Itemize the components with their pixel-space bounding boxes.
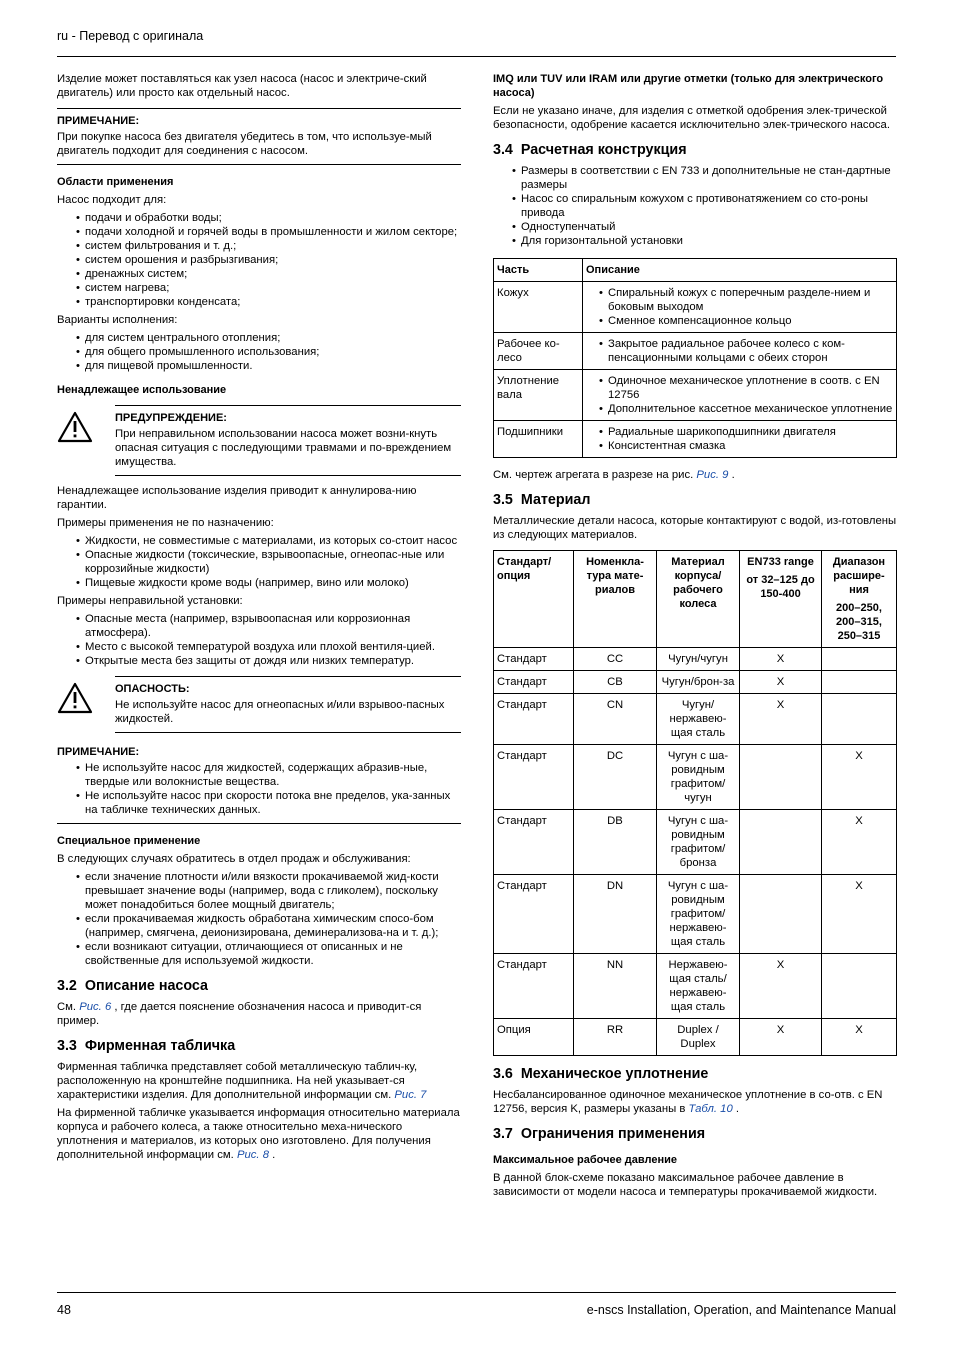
variants-list — [57, 331, 461, 373]
section-3-3-text-1: Фирменная табличка представляет собой металлическую таблич-ку, расположенную на кронштейне подшипника. На ней указывает-ся характеристики изделия. Для дополнительной информации см. Рис. 7 — [57, 1061, 427, 1101]
note-box-2 — [57, 741, 461, 824]
note-list — [57, 761, 461, 817]
figure-9-link[interactable]: Рис. 9 — [696, 469, 729, 481]
list-item: • Не используйте насос для жидкостей, содержащих абразив-ные, твердые или волокнистые вещества. — [85, 761, 461, 789]
list-item: • Место с высокой температурой воздуха или плохой вентиля-цией. — [85, 640, 461, 654]
table-row: Стандарт DB Чугун с ша-ровидным графитом/ бронза X — [494, 810, 897, 875]
list-item: • Насос со спиральным кожухом с противонатяжением со сто-роны привода — [521, 192, 897, 220]
misuse-examples-list — [57, 534, 461, 590]
warning-title: ПРЕДУПРЕЖДЕНИЕ: — [115, 412, 227, 424]
applications-heading: Области применения — [57, 176, 174, 188]
table-row: Стандарт DC Чугун с ша-ровидным графитом/ чугун X — [494, 745, 897, 810]
list-item: • систем фильтрования и т. д.; — [85, 239, 461, 253]
materials-table — [493, 550, 897, 1056]
list-item: • Одноступенчатый — [521, 220, 897, 234]
manual-title: e-nscs Installation, Operation, and Maintenance Manual — [586, 1303, 896, 1317]
section-3-3-text-2: На фирменной табличке указывается информация относительно материала корпуса и рабочего колеса, а также относительно меха-нического уплотнения и материалов, из которых оно изготовлено. Для получения дополнительной информации см. Рис. 8 . — [57, 1107, 460, 1161]
list-item: • подачи холодной и горячей воды в промышленности и жилом секторе; — [85, 225, 461, 239]
variants-intro: Варианты исполнения: — [57, 314, 178, 326]
list-item: • Опасные места (например, взрывоопасная или коррозионная атмосфера). — [85, 612, 461, 640]
list-item: • для систем центрального отопления; — [85, 331, 461, 345]
list-item: • систем нагрева; — [85, 281, 461, 295]
table-row: Стандарт CN Чугун/ нержавею-щая сталь X — [494, 694, 897, 745]
list-item: • транспортировки конденсата; — [85, 295, 461, 309]
note-text: При покупке насоса без двигателя убедитесь в том, что используе-мый двигатель подходит для соединения с насосом. — [57, 131, 432, 157]
table-row: Подшипники • Радиальные шарикоподшипники двигателя • Консистентная смазка — [494, 421, 897, 458]
special-list — [57, 870, 461, 968]
special-heading: Специальное применение — [57, 835, 201, 847]
table-header: Стандарт/ опция — [494, 551, 574, 648]
table-row: Стандарт NN Нержавею-щая сталь/ нержавею-щая сталь X — [494, 954, 897, 1019]
list-item: • Не используйте насос при скорости потока вне пределов, ука-занных на табличке технических данных. — [85, 789, 461, 817]
note-box — [57, 108, 461, 165]
list-item: • Открытые места без защиты от дождя или низких температур. — [85, 654, 461, 668]
section-3-5-text: Металлические детали насоса, которые контактируют с водой, из-готовлены из следующих материалов. — [493, 515, 897, 541]
warning-box — [57, 405, 461, 476]
section-3-6-text: Несбалансированное одиночное механическое уплотнение в со-отв. с EN 12756, версия K, размеры указаны в Табл. 10 . — [493, 1089, 883, 1115]
header-rule — [57, 56, 896, 57]
special-intro: В следующих случаях обратитесь в отдел продаж и обслуживания: — [57, 853, 411, 865]
table-header: Номенкла-тура мате-риалов — [574, 551, 657, 648]
misuse-examples-intro: Примеры применения не по назначению: — [57, 517, 274, 529]
list-item: • Пищевые жидкости кроме воды (например, вино или молоко) — [85, 576, 461, 590]
list-item: • подачи и обработки воды; — [85, 211, 461, 225]
page-number: 48 — [57, 1303, 71, 1317]
list-item: • для общего промышленного использования; — [85, 345, 461, 359]
section-3-3-heading: 3.3 Фирменная табличка — [57, 1038, 236, 1054]
danger-triangle-icon — [57, 676, 115, 733]
table-header: Диапазон расшире-ния 200–250, 200–315, 250–315 — [822, 551, 897, 648]
page-header: ru - Перевод с оригинала — [57, 29, 204, 43]
table-row: Рабочее ко-лесо • Закрытое радиальное рабочее колесо с ком-пенсационными кольцами с обеих сторон — [494, 333, 897, 370]
section-3-4-heading: 3.4 Расчетная конструкция — [493, 142, 687, 158]
section-3-2-text: См. Рис. 6 , где дается пояснение обозначения насоса и приводит-ся пример. — [57, 1001, 422, 1027]
design-table — [493, 258, 897, 458]
figure-7-link[interactable]: Рис. 7 — [394, 1089, 427, 1101]
figure-6-link[interactable]: Рис. 6 — [79, 1001, 112, 1013]
misuse-text: Ненадлежащее использование изделия приводит к аннулирова-нию гарантии. — [57, 485, 417, 511]
list-item: • дренажных систем; — [85, 267, 461, 281]
table-header: Описание — [583, 259, 897, 282]
table-row: Стандарт CB Чугун/брон-за X — [494, 671, 897, 694]
section-3-5-heading: 3.5 Материал — [493, 492, 591, 508]
table-row: Кожух • Спиральный кожух с поперечным разделе-нием и боковым выходом • Сменное компенсационное кольцо — [494, 282, 897, 333]
list-item: • Опасные жидкости (токсические, взрывоопасные, огнеопас-ные или коррозийные жидкости) — [85, 548, 461, 576]
section-3-2-heading: 3.2 Описание насоса — [57, 978, 208, 994]
table-row: Уплотнение вала • Одиночное механическое уплотнение в соотв. с EN 12756 • Дополнительное кассетное механическое уплотнение — [494, 370, 897, 421]
warning-triangle-icon — [57, 405, 115, 476]
warning-text: При неправильном использовании насоса может возни-кнуть опасная ситуация с последующими травмами и по-вреждением имущества. — [115, 428, 452, 468]
list-item: • если прокачиваемая жидкость обработана химическим спосо-бом (например, смягчена, деионизирована, деминерализова-на и т. д.); — [85, 912, 461, 940]
imq-text: Если не указано иначе, для изделия с отметкой одобрения элек-трической безопасности, одобрение касается исключительно элек-трического насоса. — [493, 105, 890, 131]
note-title: ПРИМЕЧАНИЕ: — [57, 746, 140, 758]
applications-intro: Насос подходит для: — [57, 194, 167, 206]
section-3-7-text: В данной блок-схеме показано максимальное рабочее давление в зависимости от модели насоса и температуры прокачиваемой жидкости. — [493, 1172, 878, 1198]
list-item: • если возникают ситуации, отличающиеся от описанных и не свойственные для используемой жидкости. — [85, 940, 461, 968]
section-3-7-heading: 3.7 Ограничения применения — [493, 1126, 706, 1142]
list-item: • Для горизонтальной установки — [521, 234, 897, 248]
list-item: • для пищевой промышленности. — [85, 359, 461, 373]
applications-list — [57, 211, 461, 309]
table-row: Стандарт CC Чугун/чугун X — [494, 648, 897, 671]
section-3-4-after: См. чертеж агрегата в разрезе на рис. Рис. 9 . — [493, 469, 735, 481]
table-header: Часть — [494, 259, 583, 282]
table-row: Стандарт DN Чугун с ша-ровидным графитом/ нержавею-щая сталь X — [494, 875, 897, 954]
footer-rule — [57, 1292, 896, 1293]
left-column — [57, 72, 461, 1166]
note-title: ПРИМЕЧАНИЕ: — [57, 115, 140, 127]
danger-box — [57, 676, 461, 733]
install-list — [57, 612, 461, 668]
design-list — [493, 164, 897, 248]
list-item: • Размеры в соответствии с EN 733 и дополнительные не стан-дартные размеры — [521, 164, 897, 192]
section-3-6-heading: 3.6 Механическое уплотнение — [493, 1066, 709, 1082]
danger-title: ОПАСНОСТЬ: — [115, 683, 190, 695]
list-item: • Жидкости, не совместимые с материалами, из которых со-стоит насос — [85, 534, 461, 548]
table-row: Опция RR Duplex / Duplex X X — [494, 1019, 897, 1056]
figure-8-link[interactable]: Рис. 8 — [236, 1149, 269, 1161]
table-header: EN733 range от 32–125 до 150-400 — [740, 551, 822, 648]
list-item: • систем орошения и разбрызгивания; — [85, 253, 461, 267]
table-header: Материал корпуса/ рабочего колеса — [657, 551, 740, 648]
install-intro: Примеры неправильной установки: — [57, 595, 243, 607]
danger-text: Не используйте насос для огнеопасных и/или взрывоо-пасных жидкостей. — [115, 699, 445, 725]
table-10-link[interactable]: Табл. 10 — [688, 1103, 733, 1115]
imq-heading: IMQ или TUV или IRAM или другие отметки (только для электрического насоса) — [493, 73, 884, 99]
misuse-heading: Ненадлежащее использование — [57, 384, 227, 396]
list-item: • если значение плотности и/или вязкости прокачиваемой жид-кости превышает значение воды (например, вода с гликолем), поскольку может понадобиться более мощный двигатель; — [85, 870, 461, 912]
intro-text: Изделие может поставляться как узел насоса (насос и электриче-ский двигатель) или просто как отдельный насос. — [57, 73, 427, 99]
max-pressure-heading: Максимальное рабочее давление — [493, 1154, 678, 1166]
right-column — [493, 72, 897, 1203]
